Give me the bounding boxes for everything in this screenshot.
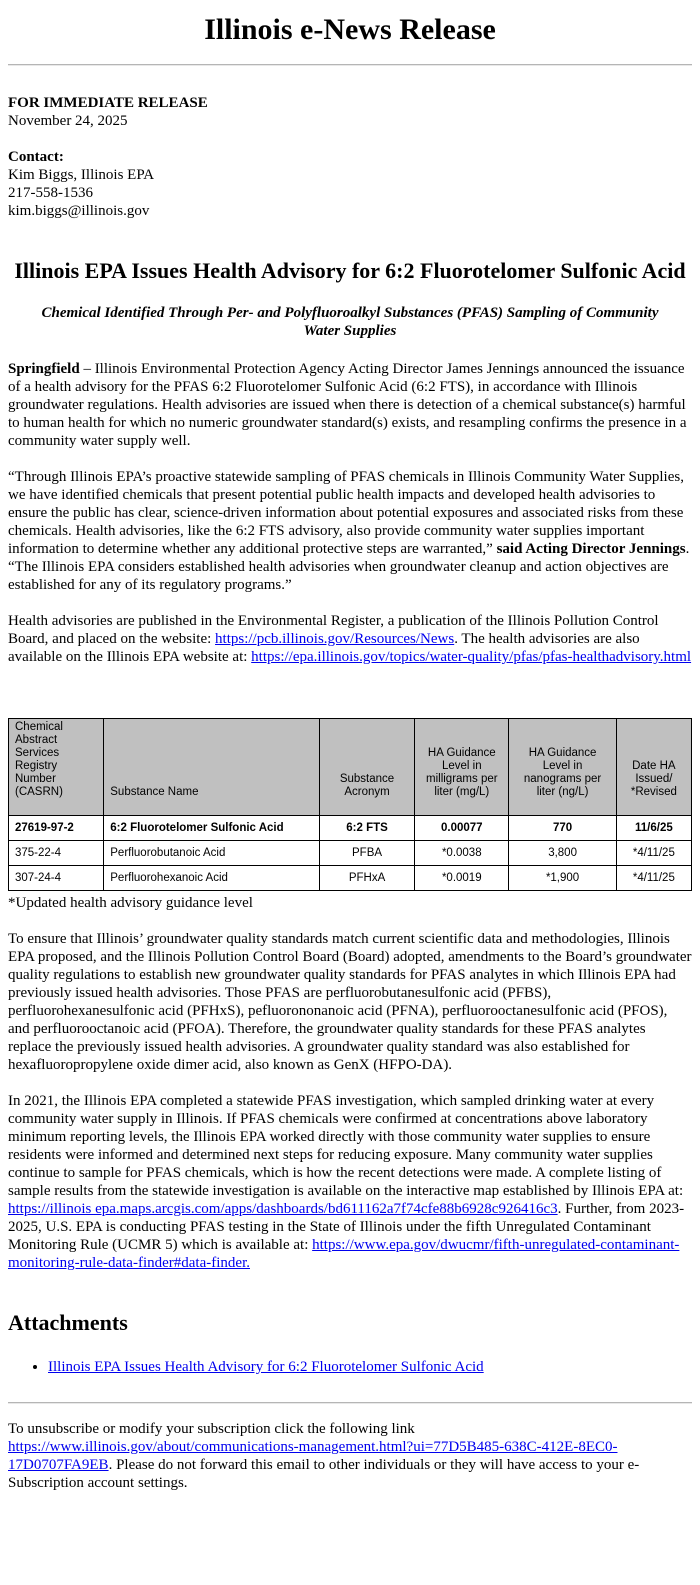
table-row: [9, 816, 692, 841]
paragraph-investigation: [8, 1092, 692, 1272]
cell-ng-per-l: 3,800: [509, 841, 616, 866]
paragraph-intro-text: – Illinois Environmental Protection Agency Acting Director James Jennings announced the issuance of a health advisory for the PFAS 6:2 Fluorotelomer Sulfonic Acid (6:2 FTS), in accordance with Illinois groundwater regulations. Health advisories are issued when there is detection of a chemical substance(s) harmful to human health for which no numeric groundwater standard(s) exists, and resampling confirms the presence in a community water supply well.: [8, 361, 687, 449]
cell-mg-per-l: 0.00077: [415, 816, 509, 841]
quote-text: “Through Illinois EPA’s proactive statewide sampling of PFAS chemicals in Illinois Community Water Supplies, we have identified chemicals that present potential public health impacts and developed health advisories to ensure the public has clear, science-driven information about potential exposures and associated risks from these chemicals. Health advisories, like the 6:2 FTS advisory, also provide community water supplies important information to determine whether any additional protective steps are warranted,”: [8, 469, 684, 557]
contact-label: Contact:: [8, 149, 64, 165]
article-headline: Illinois EPA Issues Health Advisory for 6:2 Fluorotelomer Sulfonic Acid: [14, 258, 686, 283]
paragraph-standards: To ensure that Illinois’ groundwater quality standards match current scientific data and methodologies, Illinois EPA proposed, and the Illinois Pollution Control Board (Board) adopted, amendments to the Board’s groundwater quality regulations to establish new groundwater quality standards for PFAS analytes in which Illinois EPA had previously issued health advisories. Those PFAS are perfluorobutanesulfonic acid (PFBS), perfluorohexanesulfonic acid (PFHxS), pefluorononanoic acid (PFNA), perfluorooctanesulfonic acid (PFOS), and perfluorooctanoic acid (PFOA). Therefore, the groundwater quality standards for these PFAS analytes replace the previously issued health advisories. A groundwater quality standard was also established for hexafluoropropylene oxide dimer acid, also known as GenX (HFPO-DA).: [8, 931, 692, 1073]
header-acronym: Substance Acronym: [319, 719, 414, 816]
attachment-link[interactable]: Illinois EPA Issues Health Advisory for 6:2 Fluorotelomer Sulfonic Acid: [48, 1359, 484, 1375]
investigation-text-1: In 2021, the Illinois EPA completed a statewide PFAS investigation, which sampled drinking water at every community water supply in Illinois. If PFAS chemicals were confirmed at concentrations above laboratory minimum reporting levels, the Illinois EPA worked directly with those community water supplies to ensure residents were informed and determined next steps for reducing exposure. Many community water supplies continue to sample for PFAS chemicals, which is how the recent detections were made. A complete listing of sample results from the statewide investigation is available on the interactive map established by Illinois EPA at:: [8, 1093, 684, 1199]
arcgis-dashboard-link[interactable]: https://illinois epa.maps.arcgis.com/apps/dashboards/bd611162a7f74cfe88b6928c926416c3: [8, 1201, 558, 1217]
dateline: Springfield: [8, 361, 80, 377]
paragraph-intro: [8, 360, 692, 450]
unsubscribe-text-1: To unsubscribe or modify your subscription click the following link: [8, 1421, 415, 1437]
cell-acronym: PFHxA: [319, 866, 414, 891]
attachments-list: [8, 1358, 692, 1376]
contact-block: [8, 148, 692, 220]
cell-date: *4/11/25: [616, 841, 691, 866]
contact-phone: 217-558-1536: [8, 185, 93, 201]
release-block: [8, 94, 692, 130]
unsubscribe-notice: [8, 1420, 692, 1492]
cell-mg-per-l: *0.0038: [415, 841, 509, 866]
table-footnote: *Updated health advisory guidance level: [8, 895, 253, 911]
advisory-table: [8, 718, 692, 891]
quote-attribution: said Acting Director Jennings: [492, 541, 686, 557]
release-label: FOR IMMEDIATE RELEASE: [8, 95, 208, 111]
quote-rest: . “The Illinois EPA considers established health advisories when groundwater cleanup and action objectives are established for any of its regulatory programs.”: [8, 541, 690, 593]
pcb-news-link[interactable]: https://pcb.illinois.gov/Resources/News: [215, 631, 455, 647]
cell-casrn: 307-24-4: [9, 866, 104, 891]
cell-date: 11/6/25: [616, 816, 691, 841]
contact-email: kim.biggs@illinois.gov: [8, 203, 150, 219]
cell-casrn: 375-22-4: [9, 841, 104, 866]
release-date: November 24, 2025: [8, 113, 128, 129]
footer-divider: [8, 1402, 692, 1404]
attachments-heading: Attachments: [8, 1310, 128, 1335]
subscription-management-link[interactable]: https://www.illinois.gov/about/communications-management.html?ui=77D5B485-638C-412E-8EC0-17D0707FA9EB: [8, 1439, 618, 1473]
cell-mg-per-l: *0.0019: [415, 866, 509, 891]
unsubscribe-text-2: . Please do not forward this email to other individuals or they will have access to your e-Subscription account settings.: [8, 1457, 640, 1491]
cell-date: *4/11/25: [616, 866, 691, 891]
cell-ng-per-l: 770: [509, 816, 616, 841]
paragraph-quote: [8, 468, 692, 594]
cell-casrn: 27619-97-2: [9, 816, 104, 841]
table-header-row: [9, 719, 692, 816]
publication-text-1: Health advisories are published in the Environmental Register, a publication of the Illinois Pollution Control Board, and placed on the website:: [8, 613, 659, 647]
cell-acronym: 6:2 FTS: [319, 816, 414, 841]
header-date: Date HA Issued/ *Revised: [616, 719, 691, 816]
publication-text-2: . The health advisories are also available on the Illinois EPA website at:: [8, 631, 640, 665]
ucmr5-data-finder-link[interactable]: https://www.epa.gov/dwucmr/fifth-unregulated-contaminant-monitoring-rule-data-finder#data-finder.: [8, 1237, 680, 1271]
cell-substance-name: 6:2 Fluorotelomer Sulfonic Acid: [104, 816, 320, 841]
cell-substance-name: Perfluorohexanoic Acid: [104, 866, 320, 891]
list-item: [48, 1358, 692, 1376]
header-divider: [8, 64, 692, 66]
epa-healthadvisory-link[interactable]: https://epa.illinois.gov/topics/water-quality/pfas/pfas-healthadvisory.html: [251, 649, 692, 665]
cell-ng-per-l: *1,900: [509, 866, 616, 891]
header-mg-per-l: HA Guidance Level in milligrams per liter (mg/L): [415, 719, 509, 816]
cell-substance-name: Perfluorobutanoic Acid: [104, 841, 320, 866]
contact-name: Kim Biggs, Illinois EPA: [8, 167, 155, 183]
paragraph-publication: [8, 612, 692, 666]
table-row: [9, 841, 692, 866]
cell-acronym: PFBA: [319, 841, 414, 866]
page-title: Illinois e-News Release: [204, 13, 496, 46]
header-ng-per-l: HA Guidance Level in nanograms per liter (ng/L): [509, 719, 616, 816]
investigation-text-2: . Further, from 2023-2025, U.S. EPA is conducting PFAS testing in the State of Illinois under the fifth Unregulated Contaminant Monitoring Rule (UCMR 5) which is available at:: [8, 1201, 685, 1253]
table-row: [9, 866, 692, 891]
article-subheadline: Chemical Identified Through Per- and Polyfluoroalkyl Substances (PFAS) Sampling of Community Water Supplies: [41, 305, 659, 339]
header-substance-name: Substance Name: [104, 719, 320, 816]
header-casrn: Chemical Abstract Services Registry Number (CASRN): [9, 719, 104, 816]
